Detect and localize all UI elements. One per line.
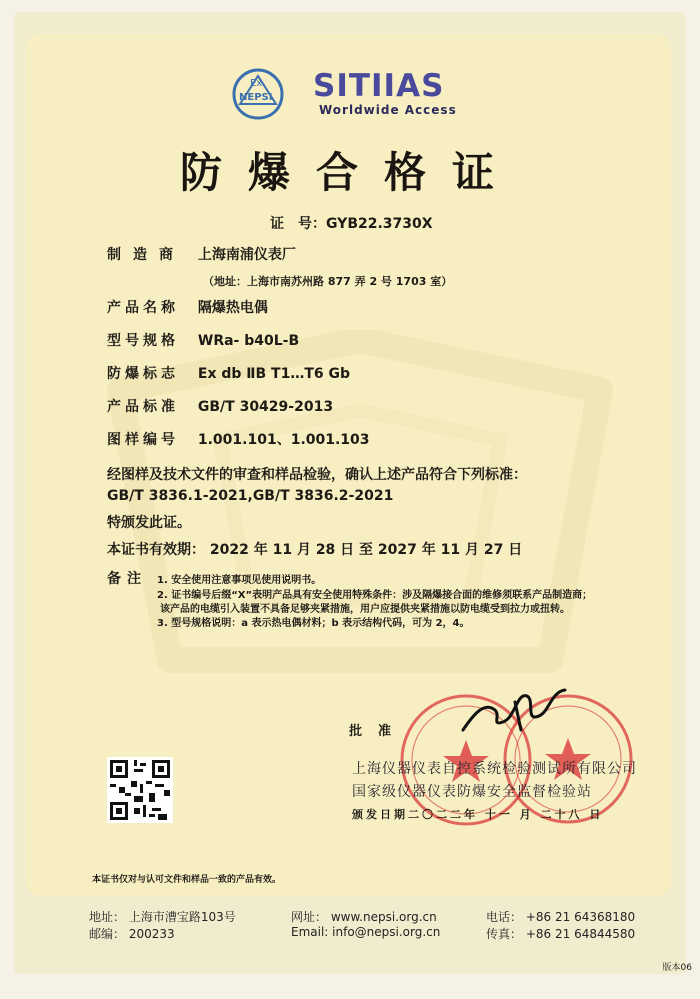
statement-line-3: 特颁发此证。: [107, 515, 191, 531]
approval-label: 批准: [349, 724, 408, 739]
footer-email-label: Email:: [291, 925, 329, 939]
sitiias-logo-text: SITIIAS: [313, 68, 445, 104]
footer-website-value[interactable]: www.nepsi.org.cn: [330, 910, 437, 924]
footer-postcode-value: 200233: [128, 927, 175, 941]
ex-marking-value: Ex db ⅡB T1…T6 Gb: [197, 366, 350, 382]
ex-marking-row: [107, 363, 350, 383]
footer-fax: [486, 925, 635, 942]
issuing-organization-1: 上海仪器仪表自控系统检验测试所有限公司: [352, 761, 637, 777]
footer-address-value: 上海市漕宝路103号: [128, 910, 236, 924]
remark-item: 1. 安全使用注意事项见使用说明书。: [157, 575, 322, 586]
statement-line-2: GB/T 3836.1-2021,GB/T 3836.2-2021: [107, 488, 394, 504]
validity-note: 本证书仅对与认可文件和样品一致的产品有效。: [92, 875, 282, 885]
issuing-organization-2: 国家级仪器仪表防爆安全监督检验站: [352, 784, 592, 800]
drawing-number-value: 1.001.101、1.001.103: [197, 432, 370, 448]
drawing-number-row: [107, 429, 370, 449]
product-name-row: [107, 297, 268, 317]
certificate-number: 证 号：GYB22.3730X: [270, 216, 433, 232]
nepsi-logo-text: NEPSI: [239, 92, 273, 103]
footer-phone-label: 电话：: [486, 910, 523, 924]
footer-email: [291, 925, 440, 939]
footer-website-label: 网址：: [291, 910, 328, 924]
model-row: [107, 330, 299, 350]
nepsi-logo-ex: Ex: [250, 78, 263, 89]
remark-item: 该产品的电缆引入装置不具备足够夹紧措施，用户应提供夹紧措施以防电缆受到拉力或扭转。: [160, 604, 570, 615]
manufacturer-label: 制造商: [107, 247, 185, 263]
remark-item: 2. 证书编号后缀“X”表明产品具有安全使用特殊条件：涉及隔爆接合面的维修须联系产品制造商；: [157, 590, 593, 601]
statement-line-1: 经图样及技术文件的审查和样品检验，确认上述产品符合下列标准：: [107, 467, 527, 483]
ex-marking-label: 防爆标志: [107, 366, 179, 382]
footer-postcode-label: 邮编：: [89, 927, 126, 941]
footer-email-value[interactable]: info@nepsi.org.cn: [332, 925, 441, 939]
watermark-emblem: [80, 330, 640, 690]
model-label: 型号规格: [107, 333, 179, 349]
footer-phone: [486, 908, 635, 925]
footer-postcode: [89, 925, 175, 942]
product-standard-label: 产品标准: [107, 399, 179, 415]
product-standard-value: GB/T 30429-2013: [197, 399, 334, 415]
model-value: WRa- b40L-B: [197, 333, 300, 349]
sitiias-logo-subtitle: Worldwide Access: [319, 103, 457, 117]
signature-icon: [455, 682, 575, 742]
remarks-label: 备注: [107, 571, 147, 587]
manufacturer-value: 上海南浦仪表厂: [197, 247, 296, 263]
version-label: 版本06: [662, 963, 692, 973]
footer-website: [291, 908, 437, 925]
qr-code-icon: [107, 757, 173, 823]
manufacturer-row: [107, 244, 296, 264]
certificate-title: 防爆合格证: [179, 148, 520, 197]
footer-address-label: 地址：: [89, 910, 126, 924]
product-name-value: 隔爆热电偶: [197, 300, 268, 316]
validity-period: 本证书有效期： 2022 年 11 月 28 日 至 2027 年 11 月 27 日: [107, 542, 523, 558]
footer-phone-value: +86 21 64368180: [525, 910, 636, 924]
drawing-number-label: 图样编号: [107, 432, 179, 448]
issue-date: 颁发日期二〇二二年 十一 月 二十八 日: [352, 808, 604, 821]
footer-fax-label: 传真：: [486, 927, 523, 941]
product-name-label: 产品名称: [107, 300, 179, 316]
sitiias-logo: [313, 68, 475, 116]
product-standard-row: [107, 396, 333, 416]
remark-item: 3. 型号规格说明：a 表示热电偶材料；b 表示结构代码，可为 2，4。: [157, 618, 470, 629]
footer-fax-value: +86 21 64844580: [525, 927, 636, 941]
footer-address: [89, 908, 236, 925]
manufacturer-address: （地址：上海市南苏州路 877 弄 2 号 1703 室）: [203, 275, 453, 288]
